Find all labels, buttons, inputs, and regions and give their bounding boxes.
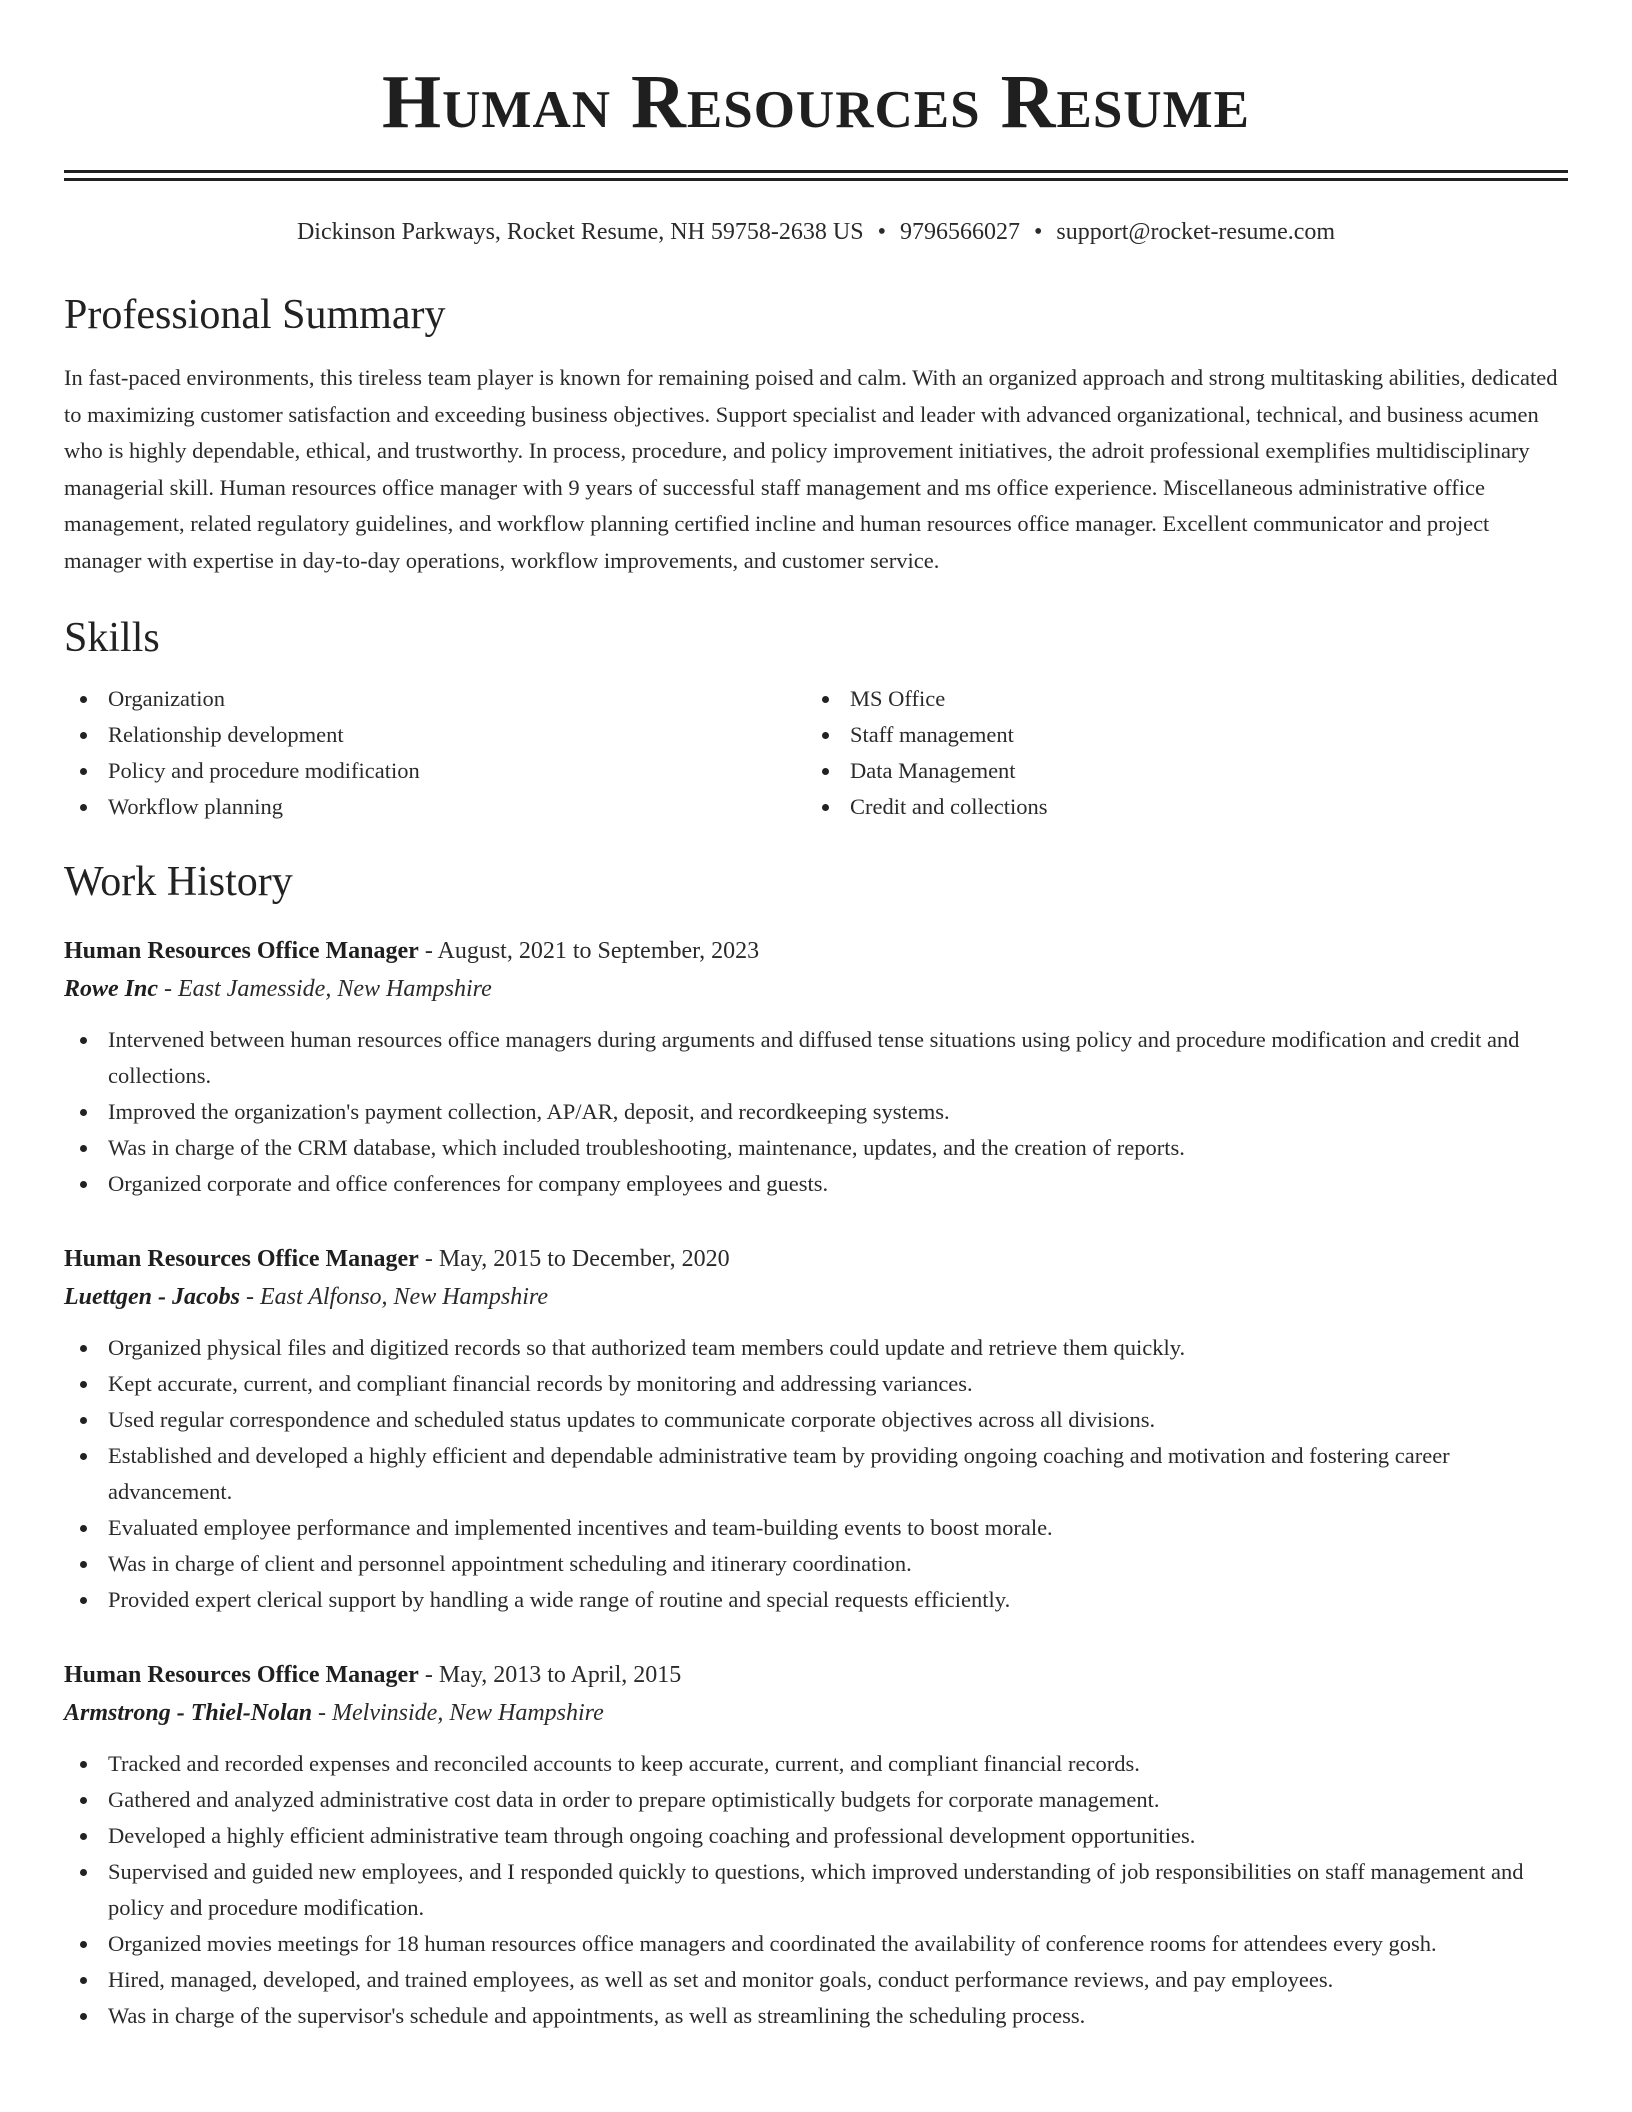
job-title-line xyxy=(64,1656,1568,1694)
job-bullet: Organized corporate and office conferences for company employees and guests. xyxy=(64,1166,1568,1202)
job-bullet: Organized physical files and digitized records so that authorized team members could update and retrieve them quickly. xyxy=(64,1330,1568,1366)
job-entry xyxy=(64,1240,1568,1618)
skill-item: MS Office xyxy=(806,681,1548,717)
job-bullet: Was in charge of client and personnel appointment scheduling and itinerary coordination. xyxy=(64,1546,1568,1582)
job-location: - East Jamesside, New Hampshire xyxy=(158,976,492,1002)
contact-email: support@rocket-resume.com xyxy=(1056,219,1336,245)
skill-item: Staff management xyxy=(806,717,1548,753)
skills-heading: Skills xyxy=(64,615,160,661)
contact-phone: 9796566027 xyxy=(899,219,1020,245)
job-location: - Melvinside, New Hampshire xyxy=(312,1700,604,1726)
job-bullet: Provided expert clerical support by handling a wide range of routine and special requests efficiently. xyxy=(64,1582,1568,1618)
job-title: Human Resources Office Manager xyxy=(64,1662,419,1688)
skill-item: Data Management xyxy=(806,753,1548,789)
job-title-line xyxy=(64,932,1568,970)
summary-heading: Professional Summary xyxy=(64,292,446,338)
skills-column-right xyxy=(806,681,1548,825)
job-bullet: Supervised and guided new employees, and I responded quickly to questions, which improved understanding of job responsibilities on staff management and policy and procedure modification. xyxy=(64,1854,1568,1926)
job-entry xyxy=(64,1656,1568,2034)
job-company-line xyxy=(64,1278,1568,1316)
skill-item: Relationship development xyxy=(64,717,806,753)
resume-title: Human Resources Resume xyxy=(382,60,1250,144)
job-dates: - August, 2021 to September, 2023 xyxy=(418,938,760,964)
job-bullet: Evaluated employee performance and implemented incentives and team-building events to boost morale. xyxy=(64,1510,1568,1546)
job-bullet: Was in charge of the supervisor's schedule and appointments, as well as streamlining the scheduling process. xyxy=(64,1998,1568,2034)
job-bullets xyxy=(64,1330,1568,1618)
job-bullet: Developed a highly efficient administrative team through ongoing coaching and professional development opportunities. xyxy=(64,1818,1568,1854)
skill-item: Workflow planning xyxy=(64,789,806,825)
job-bullets xyxy=(64,1022,1568,1202)
job-title: Human Resources Office Manager xyxy=(64,938,419,964)
job-bullets xyxy=(64,1746,1568,2034)
contact-separator: • xyxy=(877,219,886,245)
skills-column-left xyxy=(64,681,806,825)
summary-text: In fast-paced environments, this tireless team player is known for remaining poised and calm. With an organized approach and strong multitasking abilities, dedicated to maximizing customer satisfaction and exceeding business objectives. Support specialist and leader with advanced organizational, technical, and business acumen who is highly dependable, ethical, and trustworthy. In process, procedure, and policy improvement initiatives, the adroit professional exemplifies multidisciplinary managerial skill. Human resources office manager with 9 years of successful staff management and ms office experience. Miscellaneous administrative office management, related regulatory guidelines, and workflow planning certified incline and human resources office manager. Excellent communicator and project manager with expertise in day-to-day operations, workflow improvements, and customer service. xyxy=(64,365,1558,573)
job-bullet: Kept accurate, current, and compliant financial records by monitoring and addressing variances. xyxy=(64,1366,1568,1402)
contact-address: Dickinson Parkways, Rocket Resume, NH 59758-2638 US xyxy=(296,219,864,245)
title-rule-bottom xyxy=(64,178,1568,181)
job-bullet: Established and developed a highly efficient and dependable administrative team by providing ongoing coaching and motivation and fostering career advancement. xyxy=(64,1438,1568,1510)
job-bullet: Intervened between human resources office managers during arguments and diffused tense situations using policy and procedure modification and credit and collections. xyxy=(64,1022,1568,1094)
job-company-line xyxy=(64,1694,1568,1732)
job-company-line xyxy=(64,970,1568,1008)
work-history-heading: Work History xyxy=(64,859,293,905)
job-company: Rowe Inc xyxy=(64,976,159,1002)
skill-item: Policy and procedure modification xyxy=(64,753,806,789)
contact-separator: • xyxy=(1033,219,1043,245)
job-dates: - May, 2013 to April, 2015 xyxy=(418,1662,682,1688)
job-bullet: Tracked and recorded expenses and reconciled accounts to keep accurate, current, and compliant financial records. xyxy=(64,1746,1568,1782)
job-bullet: Used regular correspondence and scheduled status updates to communicate corporate objectives across all divisions. xyxy=(64,1402,1568,1438)
job-location: - East Alfonso, New Hampshire xyxy=(239,1284,548,1310)
job-bullet: Was in charge of the CRM database, which included troubleshooting, maintenance, updates, and the creation of reports. xyxy=(64,1130,1568,1166)
job-company: Luettgen - Jacobs xyxy=(64,1284,240,1310)
job-title-line xyxy=(64,1240,1568,1278)
contact-line xyxy=(64,220,1568,244)
job-dates: - May, 2015 to December, 2020 xyxy=(418,1246,730,1272)
job-bullet: Improved the organization's payment collection, AP/AR, deposit, and recordkeeping systems. xyxy=(64,1094,1568,1130)
skill-item: Credit and collections xyxy=(806,789,1548,825)
job-title: Human Resources Office Manager xyxy=(64,1246,419,1272)
job-bullet: Gathered and analyzed administrative cost data in order to prepare optimistically budgets for corporate management. xyxy=(64,1782,1568,1818)
skill-item: Organization xyxy=(64,681,806,717)
job-entry xyxy=(64,932,1568,1202)
job-bullet: Hired, managed, developed, and trained employees, as well as set and monitor goals, conduct performance reviews, and pay employees. xyxy=(64,1962,1568,1998)
title-rule-top xyxy=(64,170,1568,173)
skills-list xyxy=(64,681,1568,825)
job-company: Armstrong - Thiel-Nolan xyxy=(64,1700,313,1726)
job-bullet: Organized movies meetings for 18 human resources office managers and coordinated the availability of conference rooms for attendees every gosh. xyxy=(64,1926,1568,1962)
